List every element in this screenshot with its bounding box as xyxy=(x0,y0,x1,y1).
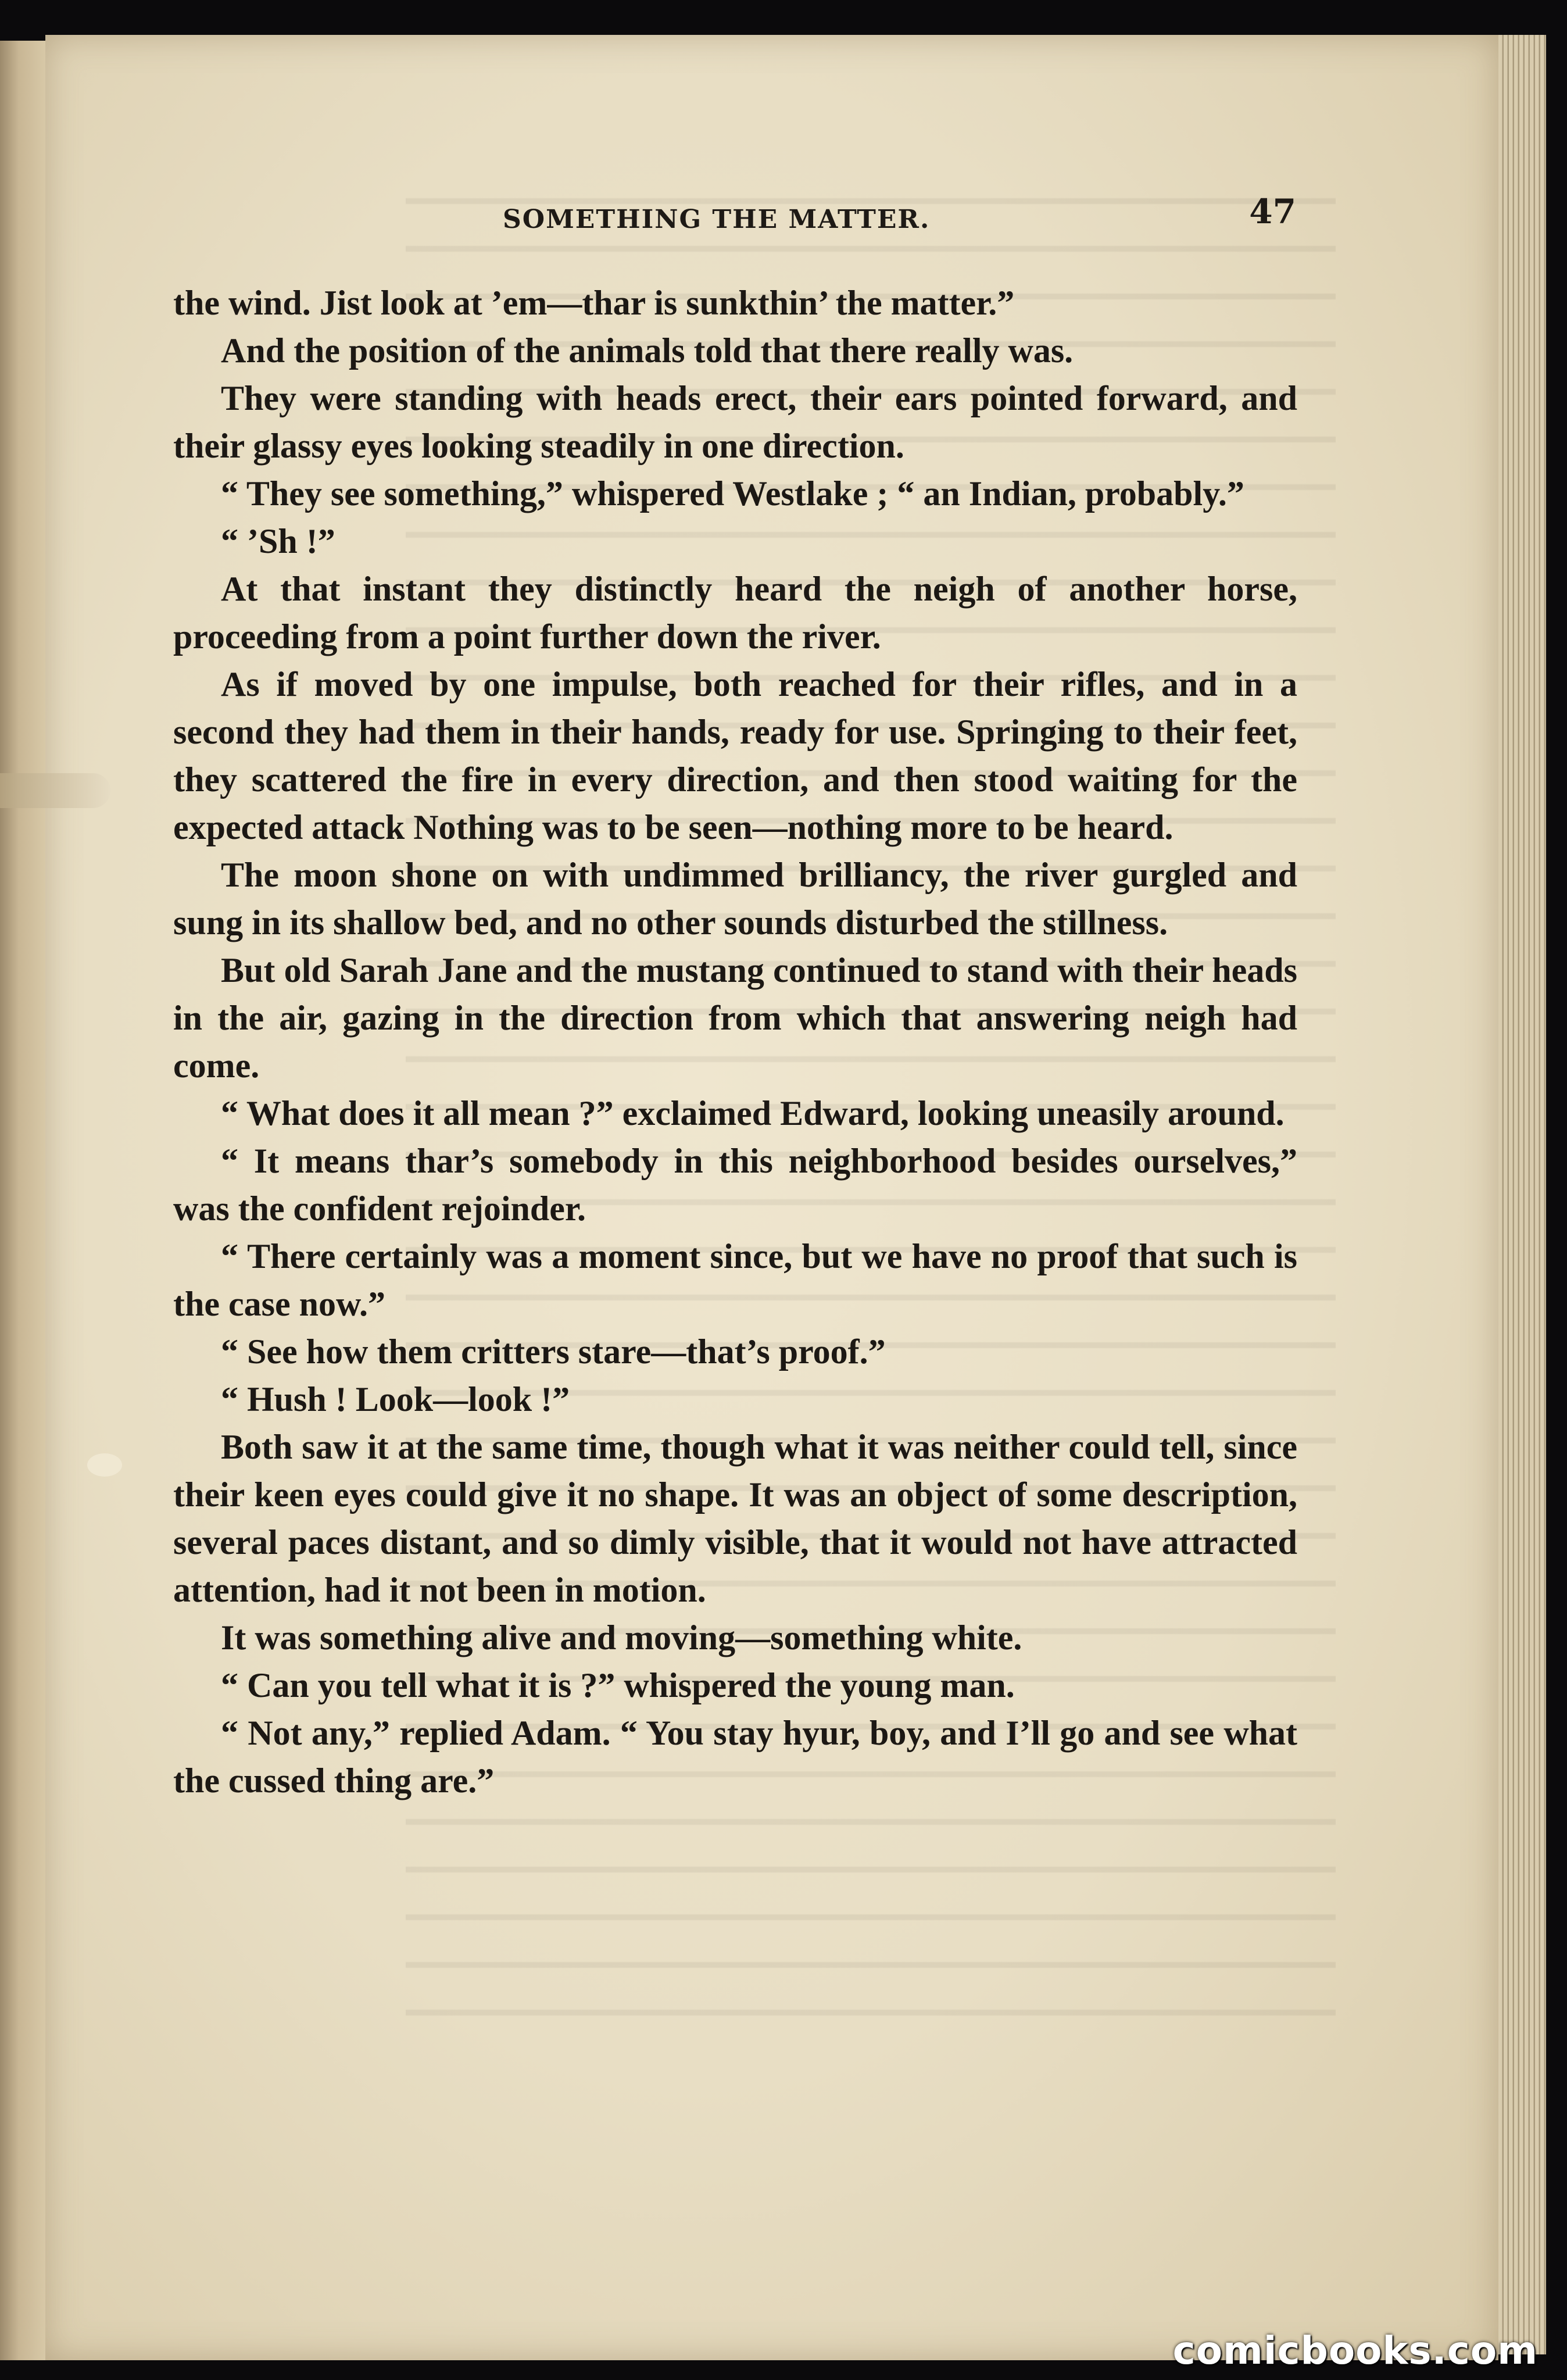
page-header xyxy=(174,192,1296,238)
paragraph: They were standing with heads erect, their ears pointed forward, and their glassy eyes looking steadily in one direction. xyxy=(173,379,1297,465)
body-text xyxy=(173,279,1297,1804)
paragraph: “ What does it all mean ?” exclaimed Edward, looking uneasily around. xyxy=(221,1094,1285,1132)
paragraph: “ See how them critters stare—that’s proof.” xyxy=(221,1332,886,1371)
site-watermark: comicbooks.com xyxy=(1172,2328,1538,2373)
paragraph: “ They see something,” whispered Westlake ; “ an Indian, probably.” xyxy=(221,474,1244,513)
page-stain xyxy=(87,1453,122,1477)
paragraph: It was something alive and moving—something white. xyxy=(221,1618,1022,1657)
paragraph: “ ’Sh !” xyxy=(221,522,335,560)
paragraph: “ Hush ! Look—look !” xyxy=(221,1380,570,1418)
left-page-edge xyxy=(0,41,46,2360)
page-number: 47 xyxy=(1249,192,1296,231)
page-tear xyxy=(0,773,110,808)
paragraph: At that instant they distinctly heard the neigh of another horse, proceeding from a point further down the river. xyxy=(173,570,1297,656)
running-head: SOMETHING THE MATTER. xyxy=(503,205,931,234)
paragraph: the wind. Jist look at ’em—thar is sunkthin’ the matter.” xyxy=(173,284,1015,322)
paragraph: The moon shone on with undimmed brilliancy, the river gurgled and sung in its shallow bed, and no other sounds disturbed the stillness. xyxy=(173,856,1297,942)
paragraph: “ Can you tell what it is ?” whispered the young man. xyxy=(221,1666,1015,1704)
paragraph: Both saw it at the same time, though what it was neither could tell, since their keen eyes could give it no shape. It was an object of some description, several paces distant, and so dimly visible, that it would not have attracted attention, had it not been in motion. xyxy=(173,1428,1297,1609)
paragraph: “ There certainly was a moment since, but we have no proof that such is the case now.” xyxy=(173,1237,1297,1323)
paragraph: As if moved by one impulse, both reached for their rifles, and in a second they had them in their hands, ready for use. Springing to their feet, they scattered the fire in every direction, and then stood waiting for the expected attack Nothing was to be seen—nothing more to be heard. xyxy=(173,665,1297,846)
paragraph: And the position of the animals told that there really was. xyxy=(221,331,1074,370)
paragraph: “ It means thar’s somebody in this neighborhood besides ourselves,” was the confident rejoinder. xyxy=(173,1142,1297,1228)
paragraph: But old Sarah Jane and the mustang continued to stand with their heads in the air, gazing in the direction from which that answering neigh had come. xyxy=(173,951,1297,1085)
paragraph: “ Not any,” replied Adam. “ You stay hyur, boy, and I’ll go and see what the cussed thing are.” xyxy=(173,1714,1297,1800)
